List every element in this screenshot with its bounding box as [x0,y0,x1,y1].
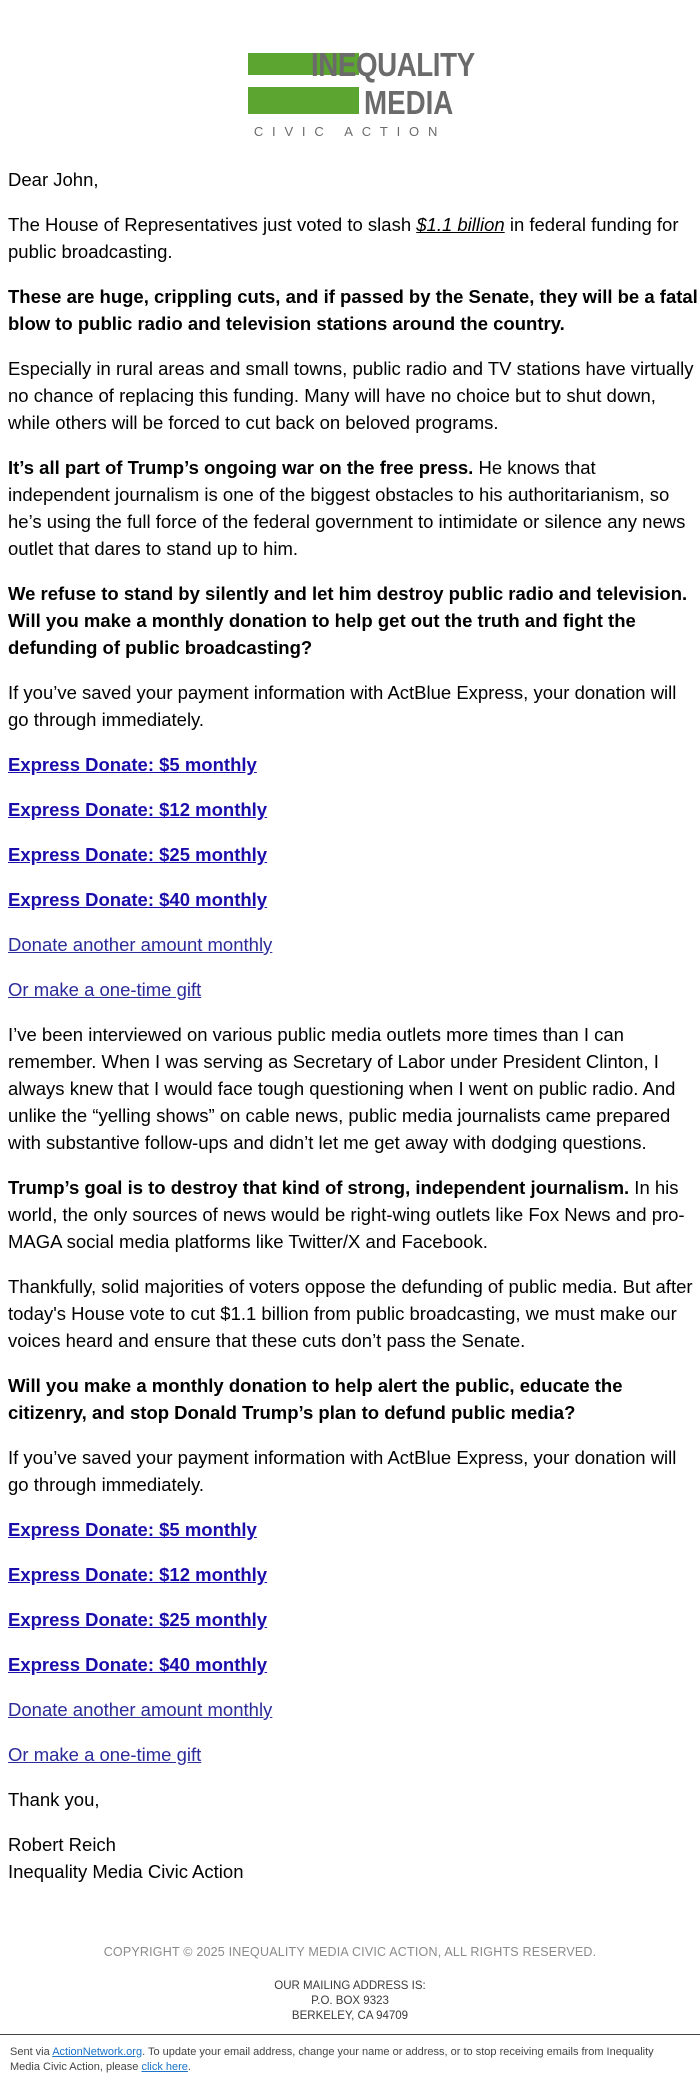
paragraph-intro [8,211,698,265]
signature-name: Robert Reich [8,1834,116,1855]
express-donate-5-link-1[interactable]: Express Donate: $5 monthly [8,754,257,775]
unsubscribe-click-here-link[interactable]: click here [141,2061,188,2073]
logo-word-media: MEDIA [364,84,454,121]
logo-green-bar-bottom [248,87,359,114]
trump-goal-bold: Trump’s goal is to destroy that kind of strong, independent journalism. [8,1177,630,1198]
logo-word-inequality: INEQUALITY [311,46,475,83]
war-on-press-rest: He knows that independent journalism is one of the biggest obstacles to his authoritarianism, so he’s using the full force of the federal government to intimidate or silence any news outlet that dares to stand up to him. [8,457,686,559]
address-line-1: P.O. BOX 9323 [311,1995,389,2007]
paragraph-actblue-1: If you’ve saved your payment information with ActBlue Express, your donation will go through immediately. [8,682,677,730]
paragraph-actblue-2: If you’ve saved your payment information with ActBlue Express, your donation will go through immediately. [8,1447,677,1495]
express-donate-12-link-1[interactable]: Express Donate: $12 monthly [8,799,268,820]
paragraph-cuts: These are huge, crippling cuts, and if passed by the Senate, they will be a fatal blow to public radio and television stations around the country. [8,286,698,334]
intro-text-after: in federal funding for public broadcasting. [8,214,679,262]
intro-text-before: The House of Representatives just voted to slash [8,214,417,235]
one-time-gift-link-2[interactable]: Or make a one-time gift [8,1744,202,1765]
salutation: Dear John, [8,169,99,190]
actionnetwork-link[interactable]: ActionNetwork.org [52,2046,143,2058]
logo-word-civic-action: CIVIC ACTION [253,124,447,139]
paragraph-ask-2: Will you make a monthly donation to help alert the public, educate the citizenry, and stop Donald Trump’s plan to defund public media? [8,1375,623,1423]
closing-thanks: Thank you, [8,1789,100,1810]
paragraph-ask-1: We refuse to stand by silently and let him destroy public radio and television. Will you make a monthly donation to help get out the truth and fight the defunding of public broadcasting? [8,583,688,658]
paragraph-trump-goal [8,1174,698,1255]
sent-via-prefix: Sent via [10,2046,53,2058]
address-line-2: BERKELEY, CA 94709 [291,2010,409,2022]
email-body [8,166,698,1903]
address-label: OUR MAILING ADDRESS IS: [274,1980,426,1992]
war-on-press-bold: It’s all part of Trump’s ongoing war on the free press. [8,457,474,478]
trump-goal-rest: In his world, the only sources of news would be right-wing outlets like Fox News and pro-MAGA social media platforms like Twitter/X and Facebook. [8,1177,685,1252]
express-donate-40-link-2[interactable]: Express Donate: $40 monthly [8,1654,268,1675]
express-donate-40-link-1[interactable]: Express Donate: $40 monthly [8,889,268,910]
donate-other-amount-link-1[interactable]: Donate another amount monthly [8,934,273,955]
copyright-notice: COPYRIGHT © 2025 INEQUALITY MEDIA CIVIC ACTION, ALL RIGHTS RESERVED. [103,1945,597,1959]
inequality-media-logo [0,46,700,142]
sent-via-end: . [187,2061,191,2073]
donate-other-amount-link-2[interactable]: Donate another amount monthly [8,1699,273,1720]
one-time-gift-link-1[interactable]: Or make a one-time gift [8,979,202,1000]
paragraph-majorities: Thankfully, solid majorities of voters oppose the defunding of public media. But after today's House vote to cut $1.1 billion from public broadcasting, we must make our voices heard and ensure that these cuts don’t pass the Senate. [8,1276,693,1351]
express-donate-5-link-2[interactable]: Express Donate: $5 monthly [8,1519,257,1540]
sent-via-middle: . To update your email address, change your name or address, or to stop receiving emails from Inequality Media Civic Action, please [10,2046,654,2073]
express-donate-25-link-1[interactable]: Express Donate: $25 monthly [8,844,268,865]
footer-divider [0,2034,700,2035]
paragraph-rural: Especially in rural areas and small towns, public radio and TV stations have virtually no chance of replacing this funding. Many will have no choice but to shut down, while others will be forced to cut back on beloved programs. [8,358,694,433]
mailing-address [0,1979,700,2024]
paragraph-war-on-press [8,454,698,562]
email-footer [0,1945,700,2024]
funding-amount: $1.1 billion [416,214,505,235]
express-donate-12-link-2[interactable]: Express Donate: $12 monthly [8,1564,268,1585]
express-donate-25-link-2[interactable]: Express Donate: $25 monthly [8,1609,268,1630]
sent-via-notice [10,2045,670,2075]
signature-org: Inequality Media Civic Action [8,1861,244,1882]
paragraph-interviews: I’ve been interviewed on various public media outlets more times than I can remember. When I was serving as Secretary of Labor under President Clinton, I always knew that I would face tough questioning when I went on public radio. And unlike the “yelling shows” on cable news, public media journalists came prepared with substantive follow-ups and didn’t let me get away with dodging questions. [8,1024,676,1153]
